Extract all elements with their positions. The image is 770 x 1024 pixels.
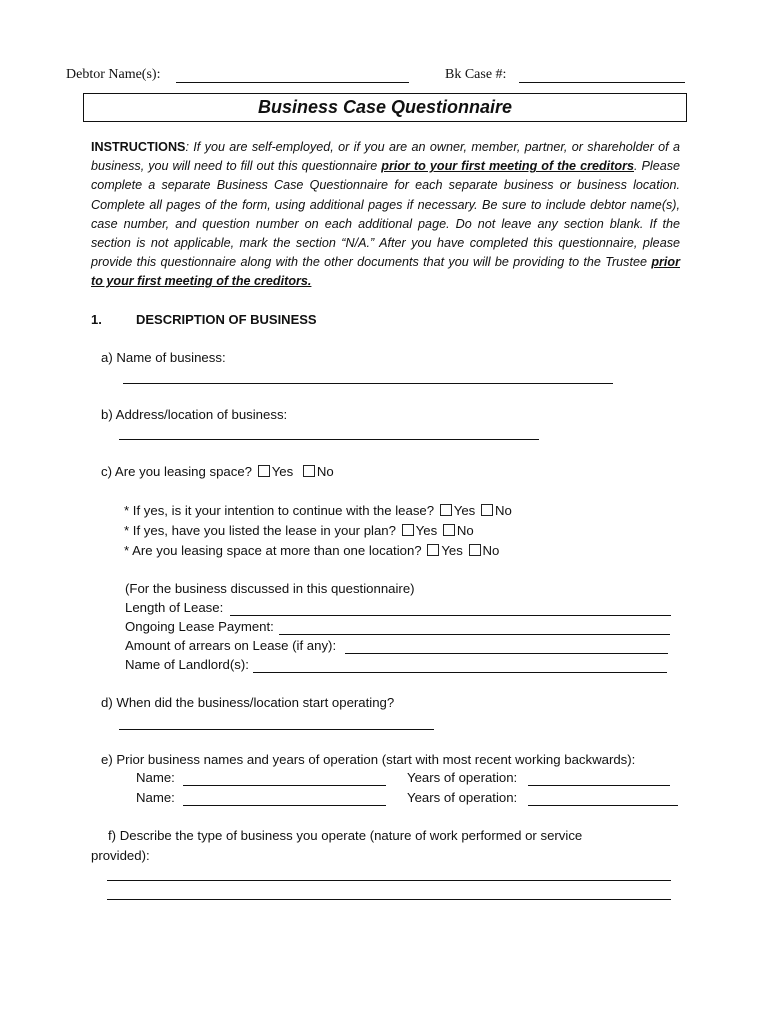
sub-question-1 — [124, 503, 512, 518]
prior-years-field-2[interactable] — [528, 805, 678, 806]
sub-question-2 — [124, 523, 474, 538]
leasing-yes-checkbox[interactable] — [258, 465, 270, 477]
landlord-field[interactable] — [253, 672, 667, 673]
prior-name-label: Name: — [136, 790, 175, 805]
business-type-field-1[interactable] — [107, 880, 671, 881]
business-address-field[interactable] — [119, 439, 539, 440]
sub-question-3-label: * Are you leasing space at more than one location? — [124, 543, 422, 558]
prior-years-label: Years of operation: — [407, 790, 518, 805]
question-c — [101, 464, 334, 479]
no-label: No — [316, 464, 334, 479]
instructions-head: INSTRUCTIONS — [91, 140, 186, 154]
case-number-label: Bk Case #: — [445, 67, 507, 82]
section-number: 1. — [91, 312, 102, 327]
landlord-label: Name of Landlord(s): — [125, 657, 249, 672]
lease-length-label: Length of Lease: — [125, 600, 224, 615]
business-type-field-2[interactable] — [107, 899, 671, 900]
question-b: b) Address/location of business: — [101, 407, 288, 422]
no-label: No — [494, 503, 512, 518]
business-name-field[interactable] — [123, 383, 613, 384]
question-a: a) Name of business: — [101, 350, 226, 365]
continue-lease-no-checkbox[interactable] — [481, 504, 493, 516]
prior-name-field-2[interactable] — [183, 805, 386, 806]
page-title: Business Case Questionnaire — [257, 97, 513, 117]
title-box — [83, 93, 687, 122]
lease-payment-label: Ongoing Lease Payment: — [125, 619, 274, 634]
sub-question-1-label: * If yes, is it your intention to continue with the lease? — [124, 503, 435, 518]
lease-note: (For the business discussed in this questionnaire) — [125, 581, 415, 596]
lease-arrears-label: Amount of arrears on Lease (if any): — [125, 638, 337, 653]
section-heading: DESCRIPTION OF BUSINESS — [136, 312, 317, 327]
listed-lease-no-checkbox[interactable] — [443, 524, 455, 536]
yes-label: Yes — [441, 543, 463, 558]
question-d: d) When did the business/location start operating? — [101, 695, 395, 710]
sub-question-3 — [124, 543, 499, 558]
prior-years-label: Years of operation: — [407, 770, 518, 785]
leasing-no-checkbox[interactable] — [303, 465, 315, 477]
case-number-field[interactable] — [519, 82, 685, 83]
question-e: e) Prior business names and years of operation (start with most recent working backwards): — [101, 752, 636, 767]
no-label: No — [456, 523, 474, 538]
lease-payment-field[interactable] — [279, 634, 670, 635]
continue-lease-yes-checkbox[interactable] — [440, 504, 452, 516]
instructions-text-2: . Please complete a separate Business Case Questionnaire for each separate business or business location. Complete all pages of the form, using additional pages if necessary. Be sure to include debtor name(s), case number, and question number on each additional page. Do not leave any section blank. If the section is not applicable, mark the section “N/A.” After you have completed this questionnaire, please provide this questionnaire along with the other documents that you will be providing to the Trustee — [91, 159, 681, 270]
listed-lease-yes-checkbox[interactable] — [402, 524, 414, 536]
no-label: No — [482, 543, 500, 558]
debtor-name-field[interactable] — [176, 82, 409, 83]
question-f-line-1: f) Describe the type of business you operate (nature of work performed or service — [108, 828, 583, 843]
sub-question-2-label: * If yes, have you listed the lease in your plan? — [124, 523, 396, 538]
prior-name-label: Name: — [136, 770, 175, 785]
instructions-emphasis-2: prior to your first meeting of the creditors. — [91, 255, 680, 289]
start-date-field[interactable] — [119, 729, 434, 730]
prior-years-field-1[interactable] — [528, 785, 670, 786]
instructions-emphasis-1: prior to your first meeting of the creditors — [381, 159, 634, 174]
lease-arrears-field[interactable] — [345, 653, 668, 654]
multiple-locations-yes-checkbox[interactable] — [427, 544, 439, 556]
yes-label: Yes — [453, 503, 476, 518]
yes-label: Yes — [415, 523, 438, 538]
question-c-label: c) Are you leasing space? — [101, 464, 253, 479]
lease-length-field[interactable] — [230, 615, 671, 616]
instructions — [91, 138, 680, 292]
debtor-name-label: Debtor Name(s): — [66, 67, 161, 82]
yes-label: Yes — [271, 464, 294, 479]
question-f-line-2: provided): — [91, 848, 150, 863]
prior-name-field-1[interactable] — [183, 785, 386, 786]
instructions-text-1: : If you are self-employed, or if you are an owner, member, partner, or shareholder of a business, you will need to fill out this questionnaire — [91, 140, 680, 174]
multiple-locations-no-checkbox[interactable] — [469, 544, 481, 556]
